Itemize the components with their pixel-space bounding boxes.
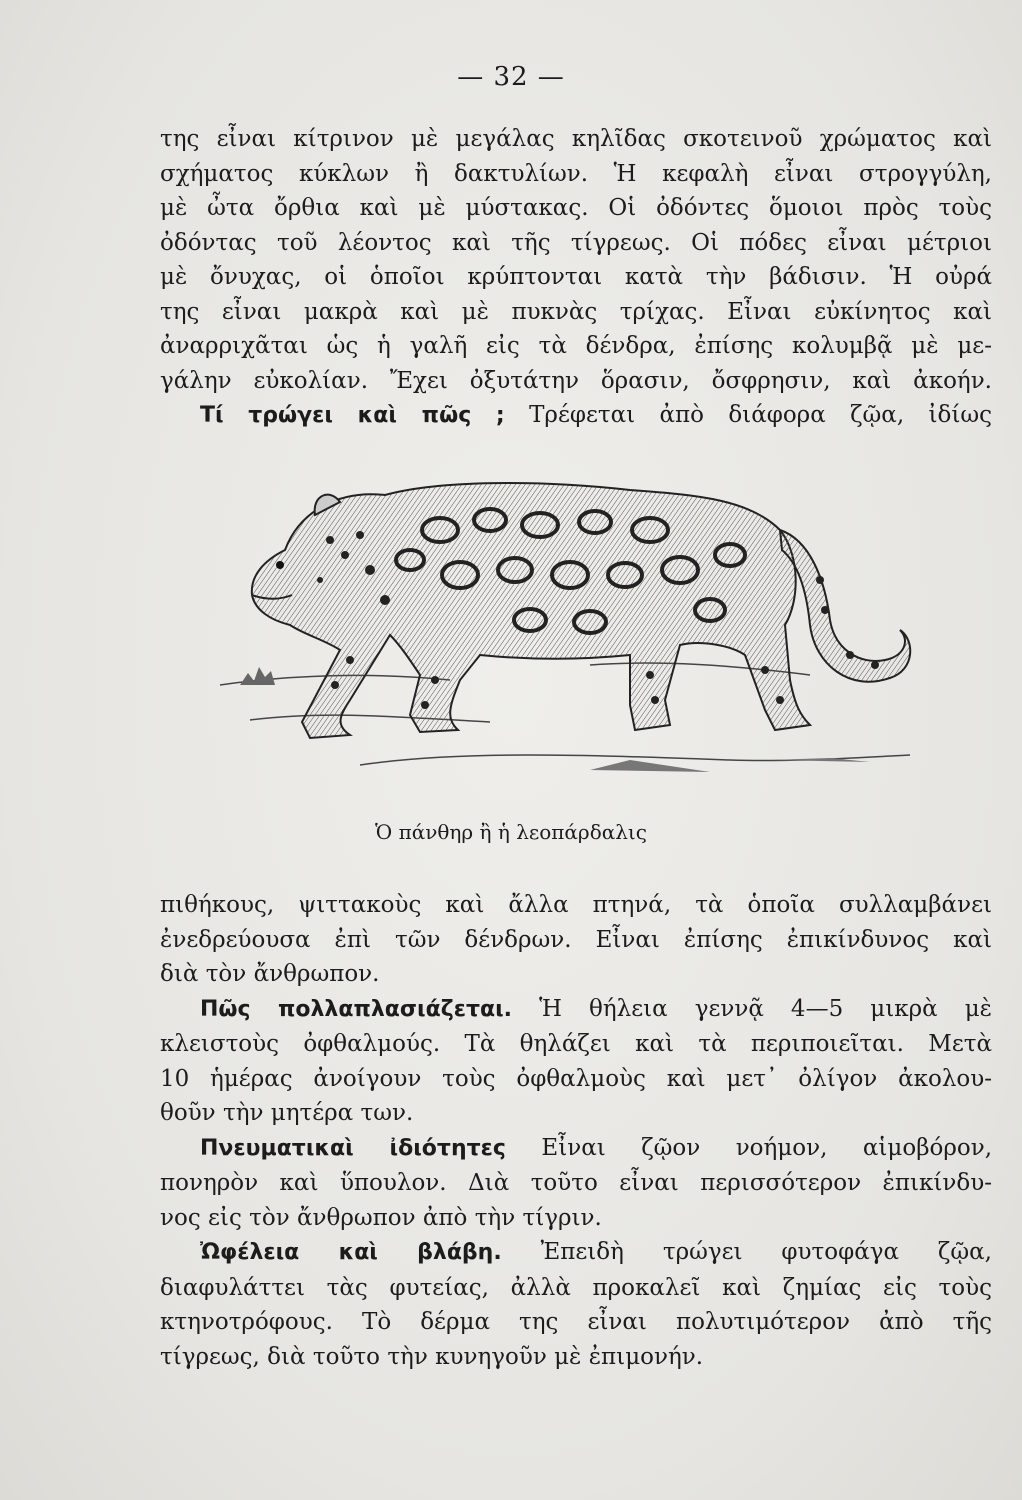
paragraph-description <box>160 122 992 434</box>
text-line: κλειστοὺς ὀφθαλμούς. Τὰ θηλάζει καὶ τὰ περιποιεῖται. Μετὰ <box>160 1031 992 1057</box>
text-line: ἀναρριχᾶται ὡς ἡ γαλῆ εἰς τὰ δένδρα, ἐπίσης κολυμβᾷ μὲ με- <box>160 333 992 359</box>
text-line: μὲ ὄνυχας, οἱ ὁποῖοι κρύπτονται κατὰ τὴν βάδισιν. Ἡ οὐρά <box>160 264 992 290</box>
mental-traits-text: Εἶναι ζῷον νοήμον, αἱμοβόρον, <box>541 1134 993 1161</box>
food-text: Τρέφεται ἀπὸ διάφορα ζῷα, ἰδίως <box>529 402 992 428</box>
text-line <box>160 1235 992 1271</box>
paragraph-continued <box>160 888 992 1374</box>
text-line: διὰ τὸν ἄνθρωπον. <box>160 961 380 987</box>
text-line: θοῦν τὴν μητέρα των. <box>160 1100 414 1126</box>
heading-benefit-harm: Ὠφέλεια καὶ βλάβη. <box>200 1240 502 1265</box>
heading-food: Τί τρώγει καὶ πῶς ; <box>200 403 505 428</box>
reproduction-text: Ἡ θήλεια γεννᾷ 4—5 μικρὰ μὲ <box>539 995 993 1022</box>
text-line <box>160 398 992 434</box>
page-number: — 32 — <box>457 62 565 92</box>
text-line: πονηρὸν καὶ ὕπουλον. Διὰ τοῦτο εἶναι περισσότερον ἐπικίνδυ- <box>160 1170 992 1196</box>
leopard-illustration <box>210 460 930 780</box>
text-line: νος εἰς τὸν ἄνθρωπον ἀπὸ τὴν τίγριν. <box>160 1204 602 1231</box>
text-line: σχήματος κύκλων ἢ δακτυλίων. Ἡ κεφαλὴ εἶναι στρογγύλη, <box>160 160 992 187</box>
text-line: κτηνοτρόφους. Τὸ δέρμα της εἶναι πολυτιμότερον ἀπὸ τῆς <box>160 1309 992 1335</box>
heading-reproduction: Πῶς πολλαπλασιάζεται. <box>200 996 513 1022</box>
text-line: της εἶναι κίτρινον μὲ μεγάλας κηλῖδας σκοτεινοῦ χρώματος καὶ <box>160 126 992 152</box>
text-line: γάλην εὐκολίαν. Ἔχει ὀξυτάτην ὅρασιν, ὄσφρησιν, καὶ ἀκοήν. <box>160 367 992 394</box>
text-line: διαφυλάττει τὰς φυτείας, ἀλλὰ προκαλεῖ καὶ ζημίας εἰς τοὺς <box>160 1274 992 1301</box>
text-line: ἐνεδρεύουσα ἐπὶ τῶν δένδρων. Εἶναι ἐπίσης ἐπικίνδυνος καὶ <box>160 926 992 953</box>
text-line: ὀδόντας τοῦ λέοντος καὶ τῆς τίγρεως. Οἱ πόδες εἶναι μέτριοι <box>160 229 992 256</box>
text-line: μὲ ὦτα ὄρθια καὶ μὲ μύστακας. Οἱ ὀδόντες ὅμοιοι πρὸς τοὺς <box>160 195 992 221</box>
text-line: πιθήκους, ψιττακοὺς καὶ ἄλλα πτηνά, τὰ ὁποῖα συλλαμβάνει <box>160 892 992 918</box>
text-line: τίγρεως, διὰ τοῦτο τὴν κυνηγοῦν μὲ ἐπιμονήν. <box>160 1343 704 1370</box>
figure-caption: Ὁ πάνθηρ ἢ ἡ λεοπάρδαλις <box>375 820 647 844</box>
text-line <box>160 1131 992 1167</box>
text-line <box>160 992 992 1028</box>
benefit-harm-text: Ἐπειδὴ τρώγει φυτοφάγα ζῷα, <box>540 1239 992 1265</box>
heading-mental-traits: Πνευματικαὶ ἰδιότητες <box>200 1135 506 1161</box>
text-line: 10 ἡμέρας ἀνοίγουν τοὺς ὀφθαλμοὺς καὶ μετ᾿ ὀλίγον ἀκολου- <box>160 1065 992 1092</box>
text-line: της εἶναι μακρὰ καὶ μὲ πυκνὰς τρίχας. Εἶναι εὐκίνητος καὶ <box>160 298 992 325</box>
